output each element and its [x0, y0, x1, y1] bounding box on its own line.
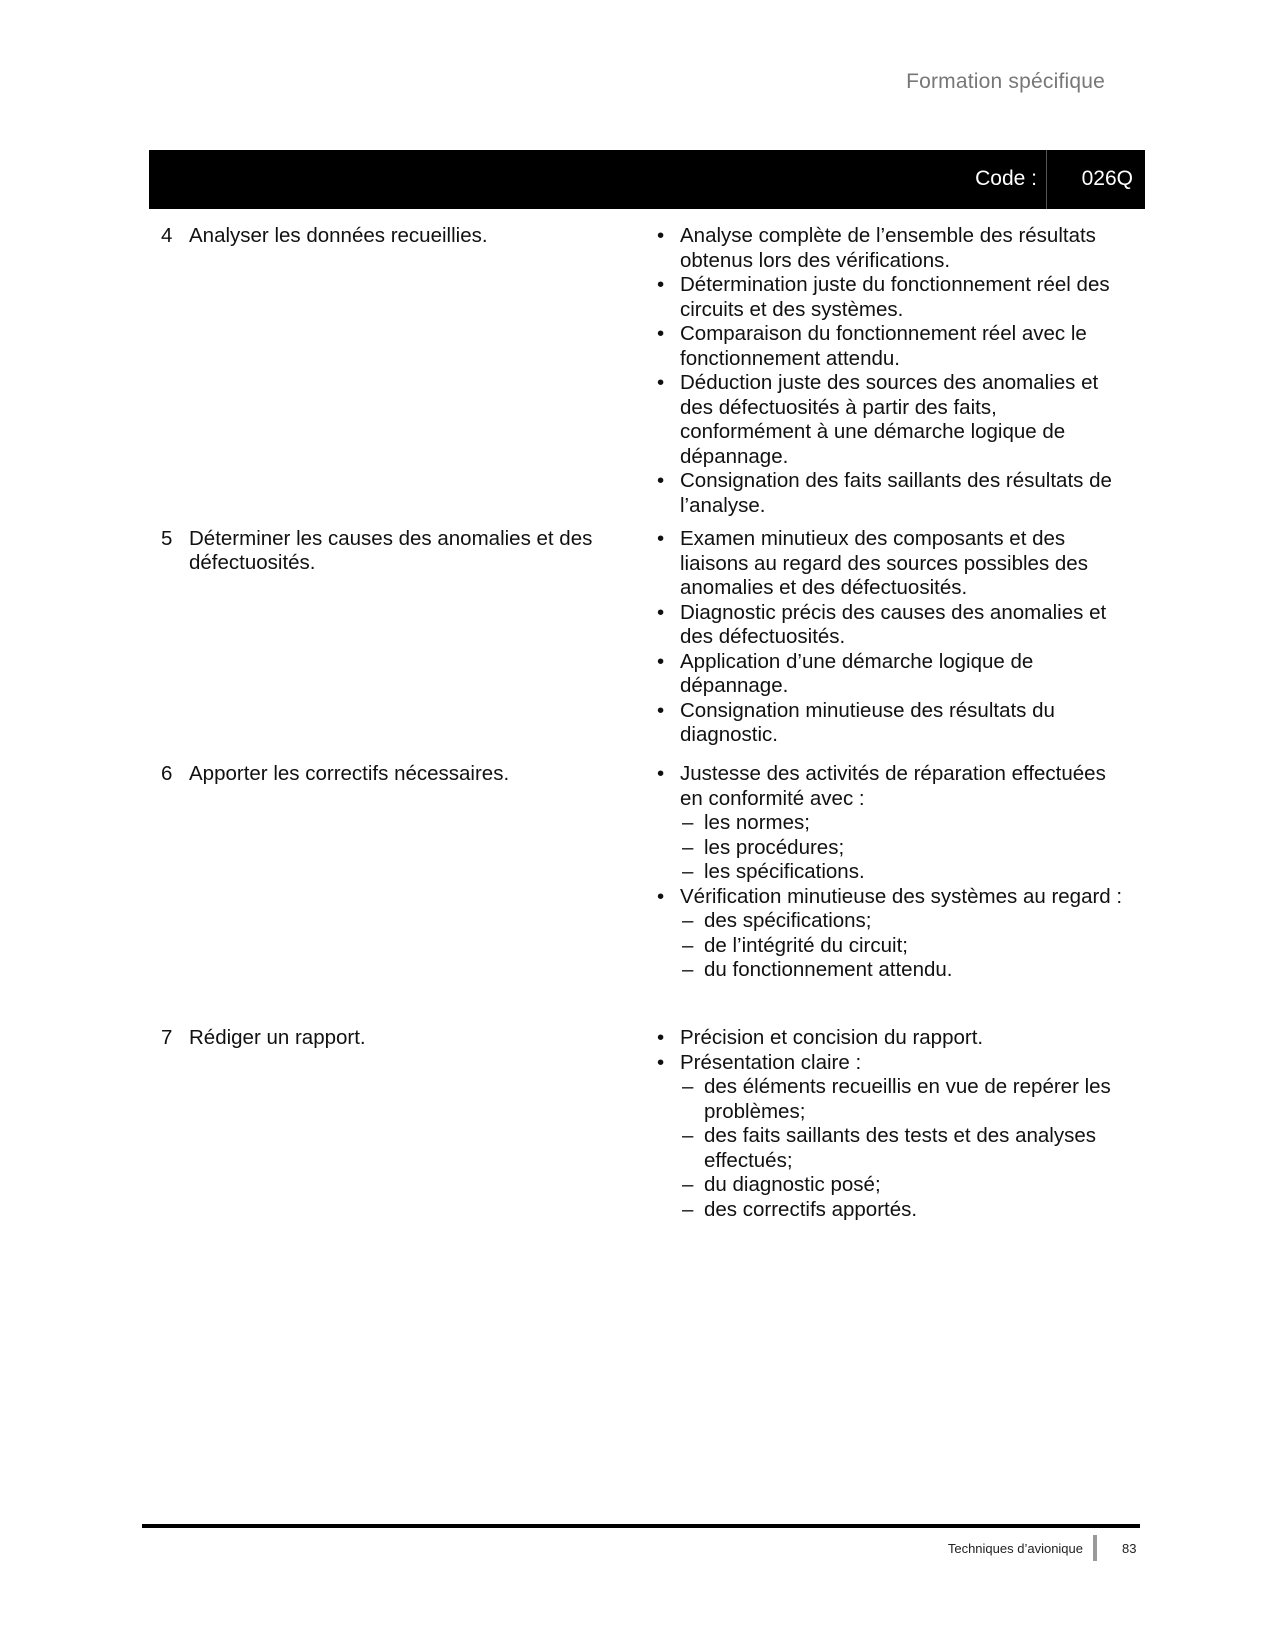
sub-item: [680, 1075, 1129, 1124]
criterion-text: Examen minutieux des composants et des liaisons au regard des sources possibles des anomalies et des défectuosités.: [680, 527, 1088, 599]
criterion-item: [654, 650, 1129, 699]
dash-icon: –: [682, 1173, 694, 1196]
sub-item: [680, 860, 1129, 885]
code-value: 026Q: [1081, 167, 1133, 190]
step-text: Rédiger un rapport.: [189, 1026, 366, 1049]
criterion-text: Précision et concision du rapport.: [680, 1026, 984, 1049]
sub-item: [680, 1173, 1129, 1198]
step-item: [161, 527, 601, 575]
criterion-text: Analyse complète de l’ensemble des résultats obtenus lors des vérifications.: [680, 224, 1096, 272]
criterion-text: Vérification minutieuse des systèmes au regard :: [680, 884, 1123, 908]
dash-icon: –: [682, 1197, 694, 1221]
page-number: 83: [1122, 1541, 1137, 1556]
criterion-item: [654, 273, 1129, 322]
step-number: 6: [161, 762, 173, 785]
dash-icon: –: [682, 860, 694, 883]
page-header-title: Formation spécifique: [906, 70, 1105, 93]
criterion-item: [654, 527, 1129, 601]
code-label: Code :: [975, 167, 1037, 190]
step-text: Analyser les données recueillies.: [189, 224, 488, 247]
sub-item-text: du diagnostic posé;: [704, 1173, 881, 1196]
step-number: 4: [161, 224, 173, 247]
criterion-item: [654, 371, 1129, 469]
criteria-list: [654, 1026, 1129, 1222]
criteria-list: [654, 224, 1129, 518]
criterion-text: Justesse des activités de réparation effectuées en conformité avec :: [680, 762, 1106, 810]
step-number: 7: [161, 1026, 173, 1049]
sub-item-text: des éléments recueillis en vue de repérer les problèmes;: [704, 1075, 1111, 1123]
sub-item-text: des spécifications;: [704, 909, 872, 932]
code-bar: [149, 150, 1145, 209]
bullet-icon: •: [657, 224, 665, 247]
sub-item: [680, 836, 1129, 861]
sub-item: [680, 1124, 1129, 1173]
bullet-icon: •: [657, 649, 665, 673]
criterion-text: Consignation des faits saillants des résultats de l’analyse.: [680, 469, 1112, 517]
step-item: [161, 1026, 601, 1050]
code-divider: [1046, 150, 1047, 209]
criterion-text: Application d’une démarche logique de dépannage.: [680, 649, 1034, 697]
dash-icon: –: [682, 909, 694, 932]
dash-icon: –: [682, 958, 694, 981]
sub-item-text: les normes;: [704, 811, 810, 834]
bullet-icon: •: [657, 469, 665, 492]
sub-item: [680, 909, 1129, 934]
sub-list: [680, 811, 1129, 885]
sub-list: [680, 1075, 1129, 1222]
bullet-icon: •: [657, 527, 665, 550]
criterion-item: [654, 469, 1129, 518]
criterion-text: Détermination juste du fonctionnement réel des circuits et des systèmes.: [680, 273, 1110, 321]
dash-icon: –: [682, 1075, 694, 1098]
sub-item: [680, 934, 1129, 959]
bullet-icon: •: [657, 884, 665, 908]
criterion-item: [654, 224, 1129, 273]
footer-program: Techniques d’avionique: [947, 1541, 1083, 1556]
sub-item: [680, 811, 1129, 836]
criterion-text: Déduction juste des sources des anomalies et des défectuosités à partir des faits, conformément à une démarche logique de dépannage.: [680, 371, 1099, 468]
sub-item-text: de l’intégrité du circuit;: [704, 933, 908, 957]
sub-item-text: des correctifs apportés.: [704, 1197, 918, 1221]
sub-item-text: les spécifications.: [704, 860, 865, 883]
bullet-icon: •: [657, 1026, 665, 1049]
criterion-item: [654, 601, 1129, 650]
criterion-item: [654, 885, 1129, 983]
bullet-icon: •: [657, 273, 665, 296]
criterion-item: [654, 322, 1129, 371]
criterion-text: Consignation minutieuse des résultats du diagnostic.: [680, 698, 1055, 746]
criterion-item: [654, 762, 1129, 885]
dash-icon: –: [682, 835, 694, 859]
sub-item-text: du fonctionnement attendu.: [704, 958, 953, 981]
dash-icon: –: [682, 933, 694, 957]
step-text: Apporter les correctifs nécessaires.: [189, 762, 510, 785]
sub-item-text: des faits saillants des tests et des analyses effectués;: [704, 1124, 1096, 1172]
dash-icon: –: [682, 1124, 694, 1147]
sub-item: [680, 958, 1129, 983]
criterion-item: [654, 1051, 1129, 1223]
bullet-icon: •: [657, 1050, 665, 1074]
footer-separator: [1093, 1535, 1097, 1561]
step-text: Déterminer les causes des anomalies et des défectuosités.: [189, 527, 593, 574]
criteria-list: [654, 762, 1129, 983]
criterion-text: Comparaison du fonctionnement réel avec le fonctionnement attendu.: [680, 322, 1087, 370]
sub-list: [680, 909, 1129, 983]
criterion-item: [654, 699, 1129, 748]
bullet-icon: •: [657, 600, 665, 624]
criterion-text: Diagnostic précis des causes des anomalies et des défectuosités.: [680, 600, 1107, 648]
bullet-icon: •: [657, 698, 665, 722]
step-item: [161, 224, 601, 248]
bullet-icon: •: [657, 762, 665, 785]
sub-item: [680, 1198, 1129, 1223]
criterion-text: Présentation claire :: [680, 1050, 862, 1074]
step-number: 5: [161, 527, 173, 550]
sub-item-text: les procédures;: [704, 835, 845, 859]
dash-icon: –: [682, 811, 694, 834]
bullet-icon: •: [657, 371, 665, 394]
criteria-list: [654, 527, 1129, 748]
bullet-icon: •: [657, 322, 665, 345]
criterion-item: [654, 1026, 1129, 1051]
footer-rule: [142, 1524, 1140, 1528]
step-item: [161, 762, 601, 786]
